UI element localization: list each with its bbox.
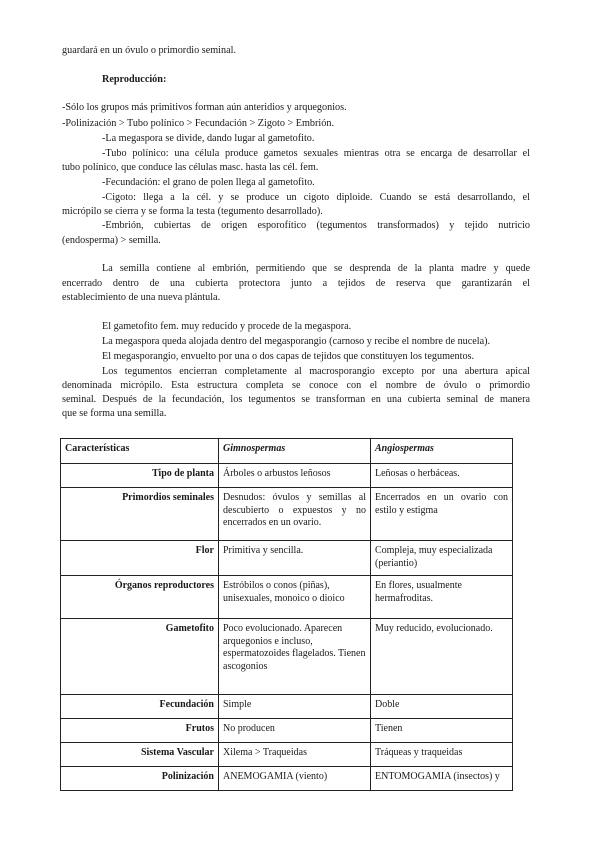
text-line: guardará en un óvulo o primordio seminal. <box>62 45 236 56</box>
row-label: Frutos <box>61 719 219 743</box>
table-row <box>61 719 513 743</box>
header-gimnospermas: Gimnospermas <box>219 439 371 464</box>
text-line: -Sólo los grupos más primitivos forman aún anteridios y arquegonios. <box>62 102 347 113</box>
text-line: -Fecundación: el grano de polen llega al gametofito. <box>102 177 315 188</box>
table-row <box>61 695 513 719</box>
gimnospermas-cell: Estróbilos o conos (piñas), unisexuales, monoico o dioico <box>219 576 371 619</box>
header-caracteristicas: Características <box>61 439 219 464</box>
gimnospermas-cell: Desnudos: óvulos y semillas al descubierto o expuestos y no encerrados en un ovario. <box>219 488 371 541</box>
text-line: seminal. Después de la fecundación, los tegumentos se transforman en una cubierta seminal de manera <box>62 394 530 405</box>
row-label: Polinización <box>61 767 219 791</box>
angiospermas-cell: Tienen <box>371 719 513 743</box>
text-line: que se forma una semilla. <box>62 408 167 419</box>
row-label: Gametofito <box>61 619 219 695</box>
text-line: establecimiento de una nueva plántula. <box>62 292 221 303</box>
gimnospermas-cell: Xilema > Traqueidas <box>219 743 371 767</box>
text-line: La megaspora queda alojada dentro del megasporangio (carnoso y recibe el nombre de nucela). <box>102 336 491 347</box>
table-row <box>61 464 513 488</box>
text-line: (endosperma) > semilla. <box>62 235 161 246</box>
table-row <box>61 576 513 619</box>
table-header-row <box>61 439 513 464</box>
angiospermas-cell: Compleja, muy especializada (periantio) <box>371 541 513 576</box>
angiospermas-cell: Encerrados en un ovario con estilo y estigma <box>371 488 513 541</box>
angiospermas-cell: Doble <box>371 695 513 719</box>
text-line: El megasporangio, envuelto por una o dos capas de tejidos que constituyen los tegumentos. <box>102 351 475 362</box>
gimnospermas-cell: ANEMOGAMIA (viento) <box>219 767 371 791</box>
header-angiospermas: Angiospermas <box>371 439 513 464</box>
section-heading: Reproducción: <box>102 74 167 85</box>
table-row <box>61 767 513 791</box>
row-label: Sistema Vascular <box>61 743 219 767</box>
text-line: El gametofito fem. muy reducido y procede de la megaspora. <box>102 321 352 332</box>
table-row <box>61 488 513 541</box>
angiospermas-cell: Leñosas o herbáceas. <box>371 464 513 488</box>
text-line: encerrado dentro de una cubierta protectora junto a tejidos de reserva que garantizarán el <box>62 278 530 289</box>
text-line: micrópilo se cierra y se forma la testa (tegumento desarrollado). <box>62 206 323 217</box>
text-line: -Polinización > Tubo polínico > Fecundación > Zigoto > Embrión. <box>62 118 334 129</box>
text-line: -Tubo polínico: una célula produce gametos sexuales mientras otra se encarga de desarrollar el <box>102 148 530 159</box>
text-line: -Embrión, cubiertas de origen esporofítico (tegumentos transformados) y tejido nutricio <box>102 220 530 231</box>
table-row <box>61 619 513 695</box>
row-label: Órganos reproductores <box>61 576 219 619</box>
gimnospermas-cell: Simple <box>219 695 371 719</box>
angiospermas-cell: ENTOMOGAMIA (insectos) y <box>371 767 513 791</box>
text-line: denominada micrópilo. Esta estructura completa se conoce con el nombre de óvulo o primordio <box>62 380 530 391</box>
angiospermas-cell: En flores, usualmente hermafroditas. <box>371 576 513 619</box>
row-label: Fecundación <box>61 695 219 719</box>
gimnospermas-cell: Primitiva y sencilla. <box>219 541 371 576</box>
angiospermas-cell: Muy reducido, evolucionado. <box>371 619 513 695</box>
text-line: Los tegumentos encierran completamente al macrosporangio excepto por una abertura apical <box>102 366 530 377</box>
table-row <box>61 743 513 767</box>
text-line: -La megaspora se divide, dando lugar al gametofito. <box>102 133 315 144</box>
row-label: Primordios seminales <box>61 488 219 541</box>
gimnospermas-cell: No producen <box>219 719 371 743</box>
table-row <box>61 541 513 576</box>
row-label: Flor <box>61 541 219 576</box>
gimnospermas-cell: Árboles o arbustos leñosos <box>219 464 371 488</box>
row-label: Tipo de planta <box>61 464 219 488</box>
gimnospermas-cell: Poco evolucionado. Aparecen arquegonios e incluso, espermatozoides flagelados. Tienen ascogonios <box>219 619 371 695</box>
text-line: La semilla contiene al embrión, permitiendo que se desprenda de la planta madre y quede <box>102 263 530 274</box>
comparison-table <box>60 438 513 791</box>
text-line: -Cigoto: llega a la cél. y se produce un cigoto diploide. Cuando se está desarrollando, el <box>102 192 530 203</box>
text-line: tubo polínico, que conduce las células masc. hasta las cél. fem. <box>62 162 319 173</box>
angiospermas-cell: Tráqueas y traqueidas <box>371 743 513 767</box>
